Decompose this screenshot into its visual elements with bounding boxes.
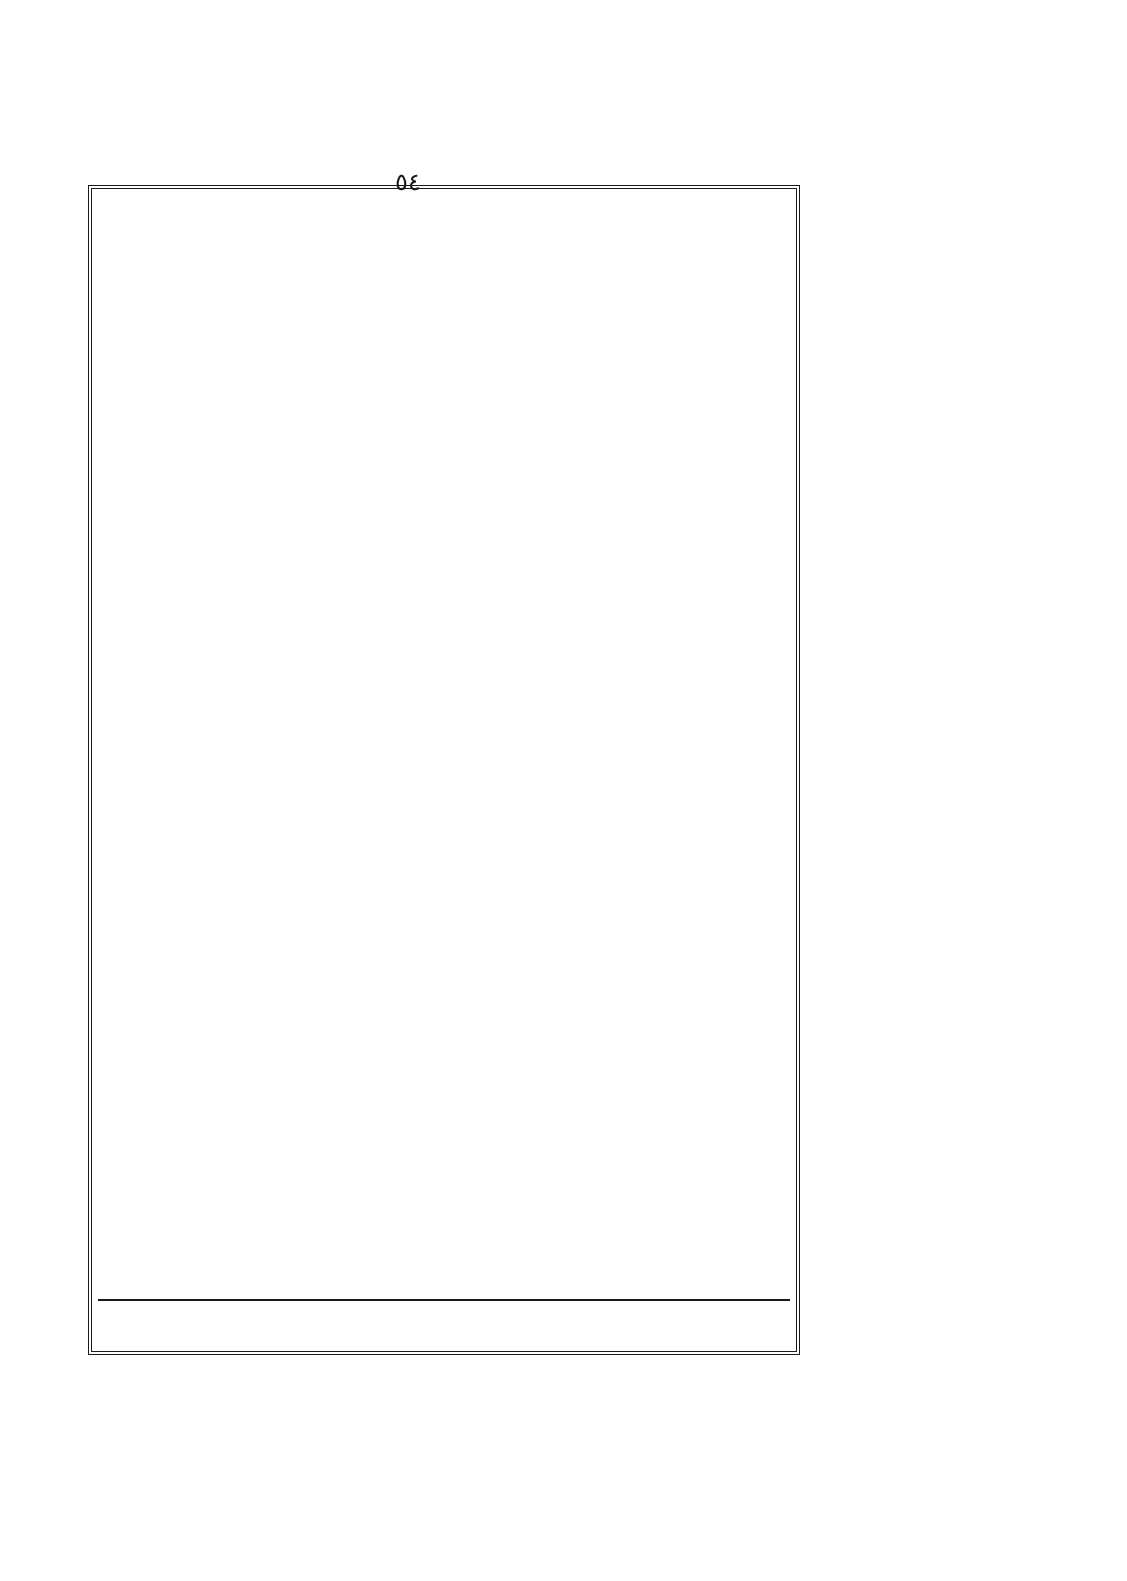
top-text-block: [60, 30, 1087, 180]
margin-commentary-column: [808, 205, 1087, 1355]
main-text-body: [102, 197, 786, 1291]
page-number: ٥٤: [395, 168, 421, 196]
main-text-frame: [88, 185, 800, 1355]
footnote-divider: [98, 1299, 790, 1301]
bottom-text-block: [60, 1370, 1087, 1550]
